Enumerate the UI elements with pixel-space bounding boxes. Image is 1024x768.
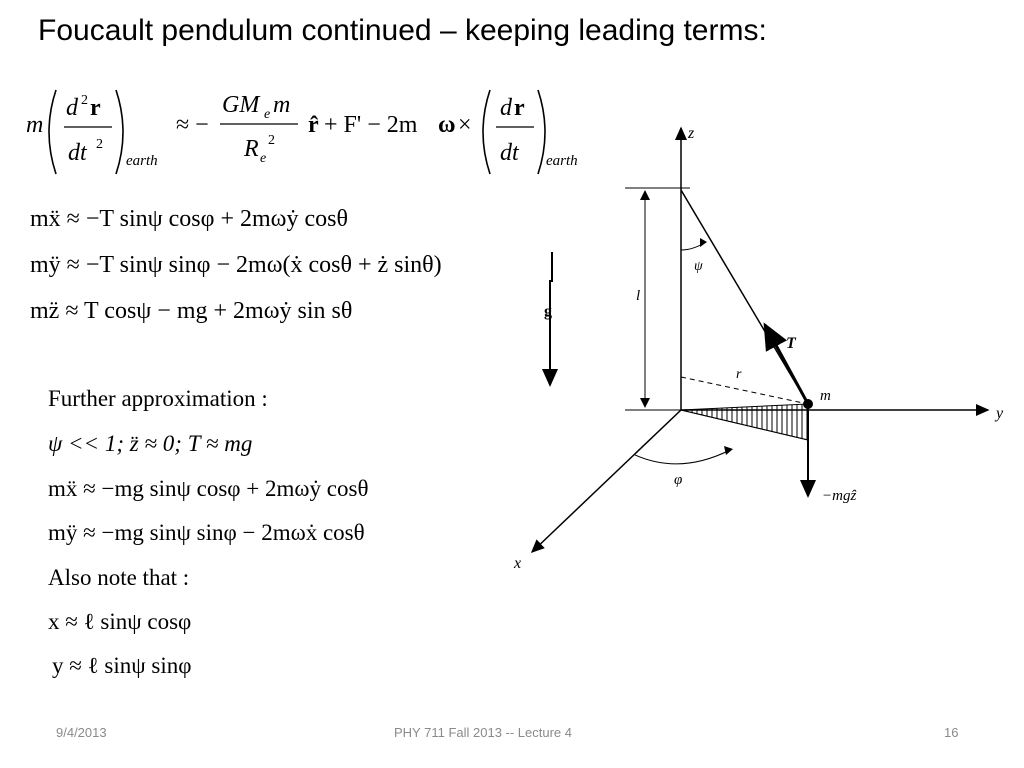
approx-sign: ≈ − (176, 112, 209, 138)
re-sub: e (260, 151, 267, 166)
omega: ω (438, 112, 456, 138)
rhs-r: r (514, 95, 525, 121)
lhs-dt: dt (68, 140, 87, 166)
footer-page-number: 16 (944, 725, 959, 740)
psi-label: ψ (694, 259, 703, 274)
re-pow: 2 (268, 133, 275, 148)
x-axis (532, 410, 681, 552)
re-text: R (244, 136, 259, 162)
cross-sign: × (458, 112, 472, 138)
x-relation: x ≈ ℓ sinψ cosφ (48, 609, 192, 634)
rhat: r̂ (308, 112, 319, 138)
l-label: l (636, 288, 641, 304)
further-heading: Further approximation : (48, 386, 268, 411)
gm-m: m (273, 92, 291, 118)
approx-eq-x: mẍ ≈ −mg sinψ cosφ + 2mωẏ cosθ (48, 476, 369, 501)
eom-x: mẍ ≈ −T sinψ cosφ + 2mωẏ cosθ (30, 206, 348, 232)
T-label: T (786, 335, 796, 352)
eom-z: mz̈ ≈ T cosψ − mg + 2mωẏ sin sθ (30, 298, 353, 324)
rhs-dt: dt (500, 140, 519, 166)
r-label: r (736, 367, 742, 382)
footer-course: PHY 711 Fall 2013 -- Lecture 4 (394, 725, 573, 740)
footer-date: 9/4/2013 (56, 725, 107, 740)
y-label: y (996, 405, 1004, 422)
approx-conditions: ψ << 1; z̈ ≈ 0; T ≈ mg (48, 431, 253, 456)
lhs-mass: m (26, 112, 44, 138)
rhs-d: d (500, 95, 512, 121)
projection-triangle (681, 404, 808, 440)
pendulum-diagram (500, 110, 1020, 580)
y-relation: y ≈ ℓ sinψ sinφ (52, 653, 192, 678)
z-label: z (688, 125, 695, 142)
also-note: Also note that : (48, 565, 190, 590)
force-label: −mgẑ (822, 488, 857, 504)
plus-F: + F' − 2m (324, 112, 418, 138)
phi-label: φ (674, 472, 683, 488)
rhs-earth: earth (546, 153, 578, 169)
lhs-pow: 2 (81, 93, 88, 108)
lhs-d: d (66, 95, 78, 121)
approx-eq-y: mÿ ≈ −mg sinψ sinφ − 2mωẋ cosθ (48, 520, 365, 545)
g-label: g (544, 303, 552, 320)
m-label: m (820, 388, 831, 404)
eom-y: mÿ ≈ −T sinψ sinφ − 2mω(ẋ cosθ + ż sinθ) (30, 252, 442, 278)
x-label: x (514, 555, 522, 572)
lhs-r: r (90, 95, 101, 121)
gm-text: GM (222, 92, 260, 118)
gm-sub: e (264, 107, 271, 122)
lhs-den-pow: 2 (96, 137, 103, 152)
lhs-earth: earth (126, 153, 158, 169)
slide-title: Foucault pendulum continued – keeping leading terms: (38, 14, 767, 47)
